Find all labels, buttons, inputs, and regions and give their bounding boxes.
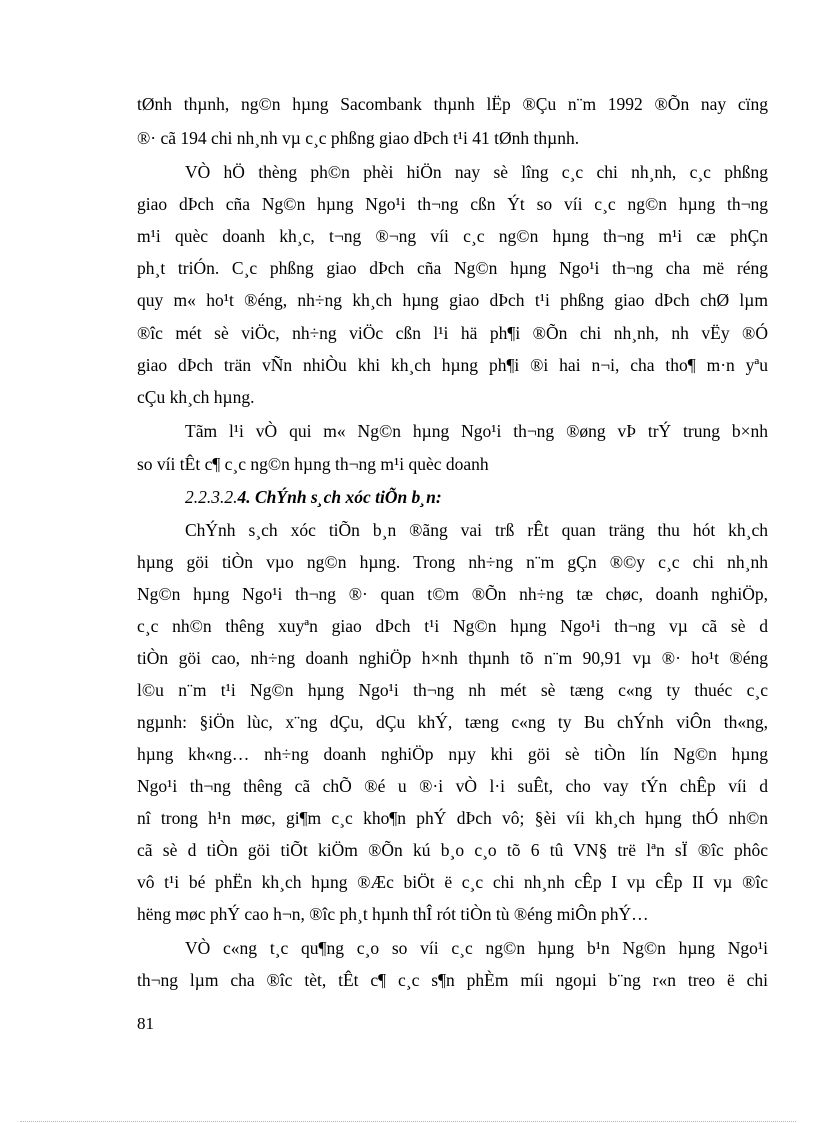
paragraph-line: ®· cã 194 chi nh¸nh vµ c¸c phßng giao dÞch t¹i 41 tØnh thµnh. [137,128,580,148]
paragraph-line: Ng©n hµng Ngo¹i th¬ng ®· quan t©m ®Õn nh÷ng tæ chøc, doanh nghiÖp, [137,584,768,604]
paragraph-line: hëng møc phÝ cao h¬n, ®îc ph¸t hµnh thÎ rót tiÒn tù ®éng miÔn phÝ… [137,904,649,924]
paragraph-line: giao dÞch cña Ng©n hµng Ngo¹i th¬ng cßn Ýt so víi c¸c ng©n hµng th¬ng [137,194,768,214]
section-heading-number-bold: 4 [237,487,247,507]
section-heading-number: 2.2.3.2. [185,487,238,507]
paragraph-line: hµng göi tiÒn vµo ng©n hµng. Trong nh÷ng n¨m gÇn ®©y c¸c chi nh¸nh [137,552,768,572]
section-heading-title: . ChÝnh s¸ch xóc tiÕn b¸n: [246,487,442,507]
paragraph-line: c¸c nh©n thêng xuyªn giao dÞch t¹i Ng©n hµng Ngo¹i th¬ng vµ cã sè d [137,616,768,636]
paragraph-line: tØnh thµnh, ng©n hµng Sacombank thµnh lËp ®Çu n¨m 1992 ®Õn nay cïng [137,94,768,114]
paragraph-line: cã sè d tiÒn göi tiÕt kiÖm ®Õn kú b¸o c¸o tõ 6 tû VN§ trë lªn sÏ ®îc phôc [137,840,768,860]
paragraph-line: ngµnh: §iÖn lùc, x¨ng dÇu, dÇu khÝ, tæng c«ng ty Bu chÝnh viÔn th«ng, [137,712,768,732]
paragraph-line: m¹i quèc doanh kh¸c, t¬ng ®¬ng víi c¸c ng©n hµng th¬ng m¹i cæ phÇn [137,226,768,246]
paragraph-line: vô t¹i bé phËn kh¸ch hµng ®Æc biÖt ë c¸c chi nh¸nh cÊp I vµ cÊp II vµ ®îc [137,872,768,892]
paragraph-line: Tãm l¹i vÒ qui m« Ng©n hµng Ngo¹i th¬ng ®øng vÞ trÝ trung b×nh [185,421,768,441]
paragraph-line: ChÝnh s¸ch xóc tiÕn b¸n ®ãng vai trß rÊt quan träng thu hót kh¸ch [185,520,768,540]
page-bottom-rule [20,1121,796,1122]
paragraph-line: cÇu kh¸ch hµng. [137,387,255,407]
paragraph-line: giao dÞch trän vÑn nhiÒu khi kh¸ch hµng ph¶i ®i hai n¬i, cha tho¶ m·n yªu [137,355,768,375]
paragraph-line: Ngo¹i th¬ng thêng cã chÕ ®é u ®·i vÒ l·i suÊt, cho vay tÝn chÊp víi d [137,776,768,796]
paragraph-line: VÒ hÖ thèng ph©n phèi hiÖn nay sè lîng c¸c chi nh¸nh, c¸c phßng [185,162,768,182]
paragraph-line: VÒ c«ng t¸c qu¶ng c¸o so víi c¸c ng©n hµng b¹n Ng©n hµng Ngo¹i [185,938,768,958]
section-heading [185,486,442,508]
paragraph-line: nî trong h¹n møc, gi¶m c¸c kho¶n phÝ dÞch vô; §èi víi kh¸ch hµng thÓ nh©n [137,808,768,828]
paragraph-line: ®îc mét sè viÖc, nh÷ng viÖc cßn l¹i hä ph¶i ®Õn chi nh¸nh, nh vËy ®Ó [137,323,768,343]
paragraph-line: tiÒn göi cao, nh÷ng doanh nghiÖp h×nh thµnh tõ n¨m 90,91 vµ ®· ho¹t ®éng [137,648,768,668]
paragraph-line: ph¸t triÓn. C¸c phßng giao dÞch cña Ng©n hµng Ngo¹i th¬ng cha më réng [137,258,768,278]
paragraph-line: so víi tÊt c¶ c¸c ng©n hµng th¬ng m¹i quèc doanh [137,454,489,474]
paragraph-line: l©u n¨m t¹i Ng©n hµng Ngo¹i th¬ng nh mét sè tæng c«ng ty thuéc c¸c [137,680,768,700]
page-number: 81 [137,1014,154,1033]
paragraph-line: quy m« ho¹t ®éng, nh÷ng kh¸ch hµng giao dÞch t¹i phßng giao dÞch chØ lµm [137,290,768,310]
paragraph-line: hµng kh«ng… nh÷ng doanh nghiÖp nµy khi göi sè tiÒn lín Ng©n hµng [137,744,768,764]
paragraph-line: th¬ng lµm cha ®îc tèt, tÊt c¶ c¸c s¶n phÈm míi ngoµi b¨ng r«n treo ë chi [137,970,768,990]
